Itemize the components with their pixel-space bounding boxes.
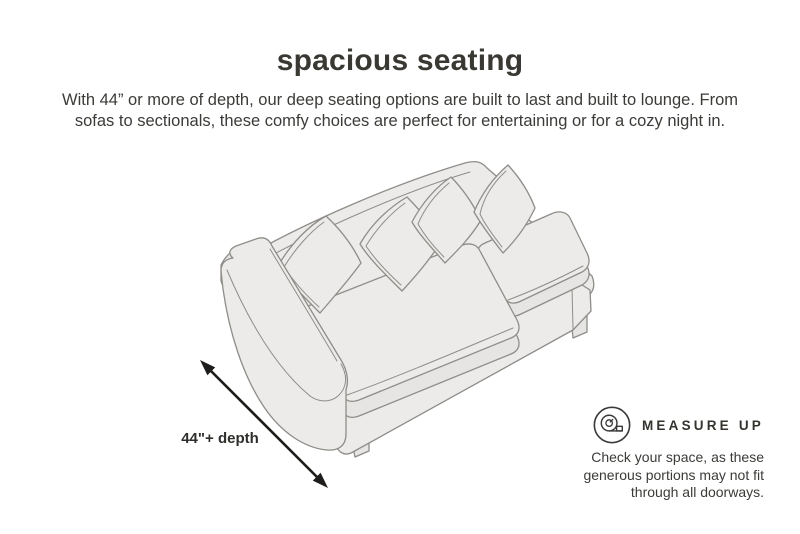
dimension-label: 44"+ depth <box>181 430 259 447</box>
measure-caption-line-2: generous portions may not fit <box>583 466 764 483</box>
measure-up-heading: MEASURE UP <box>641 417 764 433</box>
measure-caption-line-1: Check your space, as these <box>591 449 764 465</box>
depth-dimension-arrow <box>192 352 342 500</box>
intro-line-1: With 44” or more of depth, our deep seating options are built to last and built to lounge. From <box>62 91 738 109</box>
measure-up-block <box>534 404 764 502</box>
intro-paragraph <box>50 90 750 131</box>
measure-caption-line-3: through all doorways. <box>630 484 764 500</box>
page-title: spacious seating <box>276 44 524 77</box>
tape-measure-icon <box>591 404 633 446</box>
intro-line-2: sofas to sectionals, these comfy choices are perfect for entertaining or for a cozy night in. <box>74 111 726 130</box>
measure-up-caption <box>534 449 764 502</box>
